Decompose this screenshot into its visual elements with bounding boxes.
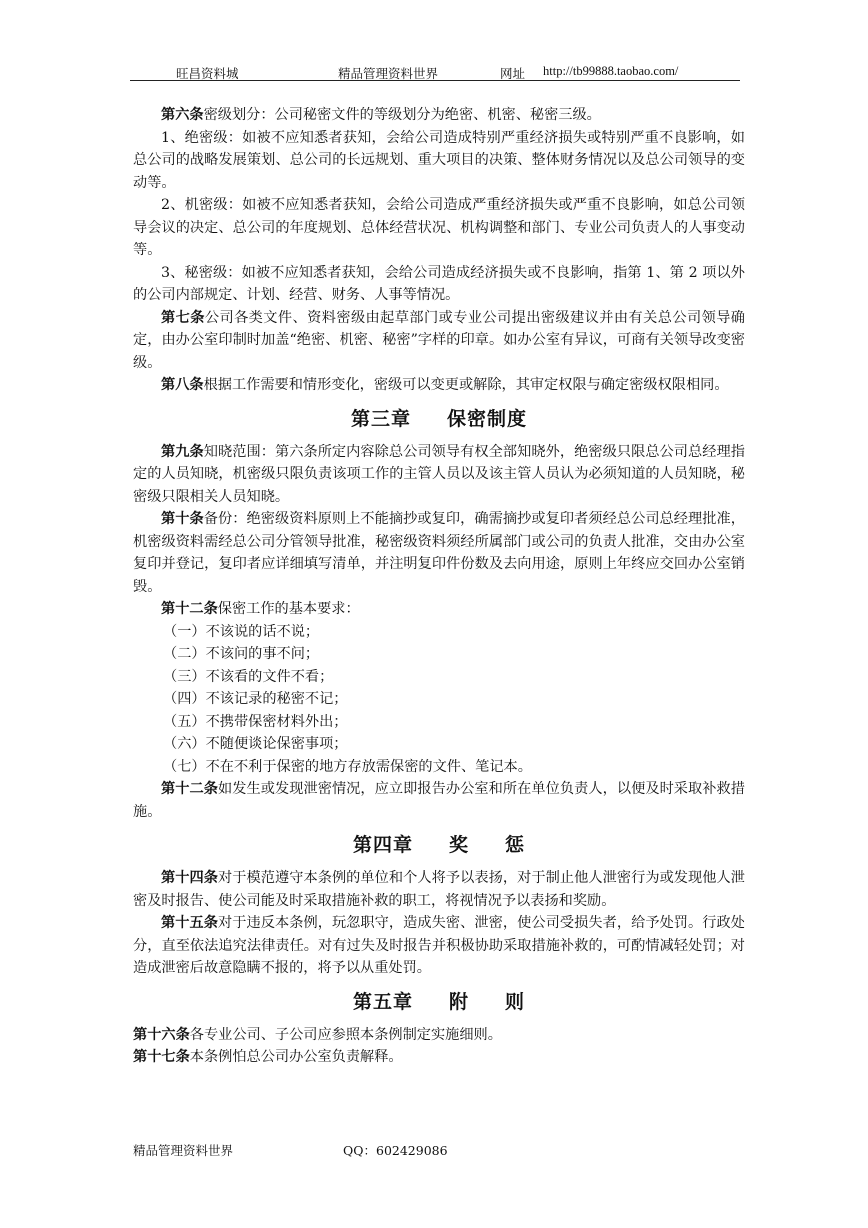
article-17: [133, 1046, 745, 1069]
article-12a-text: 保密工作的基本要求：: [217, 601, 360, 617]
header-url-label: 网址: [500, 66, 526, 81]
list-item: （五）不携带保密材料外出；: [163, 713, 348, 730]
document-body: [133, 104, 745, 1069]
list-item: （四）不该记录的秘密不记；: [163, 691, 348, 707]
article-7: [133, 307, 745, 375]
article-16: [133, 1024, 745, 1047]
chapter-4-number: 第四章: [352, 834, 413, 856]
chapter-4-heading: [133, 833, 745, 857]
chapter-4-name-1: 奖: [448, 834, 469, 856]
page-header: [130, 60, 740, 81]
article-15: [133, 912, 745, 980]
footer-qq-text: QQ：602429086: [343, 1143, 448, 1158]
article-17-text: 本条例怕总公司办公室负责解释。: [189, 1049, 403, 1065]
article-7-text: 公司各类文件、资料密级由起草部门或专业公司提出密级建议并由有关总公司领导确定，由办公室印制时加盖“绝密、机密、秘密”字样的印章。如办公室有异议，可商有关领导改变密级。: [133, 309, 745, 371]
chapter-4-name-2: 惩: [505, 834, 526, 856]
list-item: （一）不该说的话不说；: [163, 623, 320, 640]
chapter-5-name-2: 则: [505, 990, 526, 1013]
list-item: （七）不在不利于保密的地方存放需保密的文件、笔记本。: [163, 758, 532, 775]
article-12a-title: 第十二条: [161, 601, 218, 617]
article-12b: [133, 778, 745, 823]
article-10: [133, 508, 745, 598]
article-9-text: 知晓范围：第六条所定内容除总公司领导有权全部知晓外，绝密级只限总公司总经理指定的人员知晓，机密级只限负责该项工作的主管人员以及该主管人员认为必须知道的人员知晓，秘密级只限相关人员知晓。: [133, 443, 745, 505]
article-6-item-1: 1、绝密级：如被不应知悉者获知，会给公司造成特别严重经济损失或特别严重不良影响，如总公司的战略发展策划、总公司的长远规划、重大项目的决策、整体财务情况以及总公司领导的变动等。: [133, 129, 745, 191]
article-14: [133, 867, 745, 912]
article-14-title: 第十四条: [161, 870, 218, 886]
article-15-text: 对于违反本条例，玩忽职守，造成失密、泄密，使公司受损失者，给予处罚。行政处分，直至依法追究法律责任。对有过失及时报告并积极协助采取措施补救的，可酌情减轻处罚；对造成泄密后故意隐瞒不报的，将予以从重处罚。: [133, 915, 745, 976]
article-17-title: 第十七条: [133, 1049, 190, 1065]
article-9-title: 第九条: [161, 443, 204, 460]
article-9: [133, 441, 745, 509]
header-middle-text: 精品管理资料世界: [338, 66, 439, 81]
article-15-title: 第十五条: [161, 915, 218, 931]
article-14-text: 对于模范遵守本条例的单位和个人将予以表扬，对于制止他人泄密行为或发现他人泄密及时报告、使公司能及时采取措施补救的职工，将视情况予以表扬和奖励。: [133, 870, 745, 909]
footer-left-text: 精品管理资料世界: [133, 1143, 234, 1158]
article-10-title: 第十条: [161, 511, 204, 527]
article-6-item-3: 3、秘密级：如被不应知悉者获知，会给公司造成经济损失或不良影响，指第 1、第 2 项以外的公司内部规定、计划、经营、财务、人事等情况。: [133, 264, 745, 303]
article-16-text: 各专业公司、子公司应参照本条例制定实施细则。: [189, 1026, 502, 1043]
chapter-5-heading: [133, 990, 745, 1014]
header-url-link[interactable]: http://tb99888.taobao.com/: [543, 64, 679, 78]
article-6-title: 第六条: [161, 107, 204, 123]
header-left-text: 旺昌资料城: [176, 66, 239, 81]
article-12b-title: 第十二条: [161, 781, 218, 797]
list-item: （六）不随便谈论保密事项；: [163, 736, 348, 752]
list-item: （二）不该问的事不问；: [163, 646, 320, 662]
article-8: [133, 374, 745, 397]
article-6: [133, 104, 745, 127]
article-8-text: 根据工作需要和情形变化，密级可以变更或解除，其审定权限与确定密级权限相同。: [203, 377, 729, 393]
chapter-3-name: 保密制度: [447, 407, 528, 430]
article-6-item-2: 2、机密级：如被不应知悉者获知，会给公司造成严重经济损失或严重不良影响，如总公司领导会议的决定、总公司的年度规划、总体经营状况、机构调整和部门、专业公司负责人的人事变动等。: [133, 197, 745, 258]
article-12b-text: 如发生或发现泄密情况，应立即报告办公室和所在单位负责人，以便及时采取补救措施。: [133, 781, 745, 820]
article-7-title: 第七条: [161, 309, 205, 326]
article-16-title: 第十六条: [133, 1026, 190, 1043]
list-item: （三）不该看的文件不看；: [163, 668, 334, 685]
chapter-5-number: 第五章: [352, 990, 413, 1013]
article-12a: [133, 598, 745, 621]
chapter-5-name-1: 附: [448, 990, 469, 1013]
article-6-text: 密级划分：公司秘密文件的等级划分为绝密、机密、秘密三级。: [203, 107, 601, 123]
article-10-text: 备份：绝密级资料原则上不能摘抄或复印，确需摘抄或复印者须经总公司总经理批准，机密级资料需经总公司分管领导批准，秘密级资料须经所属部门或公司的负责人批准，交由办公室复印并登记，复印者应详细填写清单，并注明复印件份数及去向用途，原则上年终应交回办公室销毁。: [133, 511, 745, 595]
article-8-title: 第八条: [161, 377, 204, 393]
chapter-3-number: 第三章: [350, 407, 411, 430]
chapter-3-heading: [133, 407, 745, 431]
